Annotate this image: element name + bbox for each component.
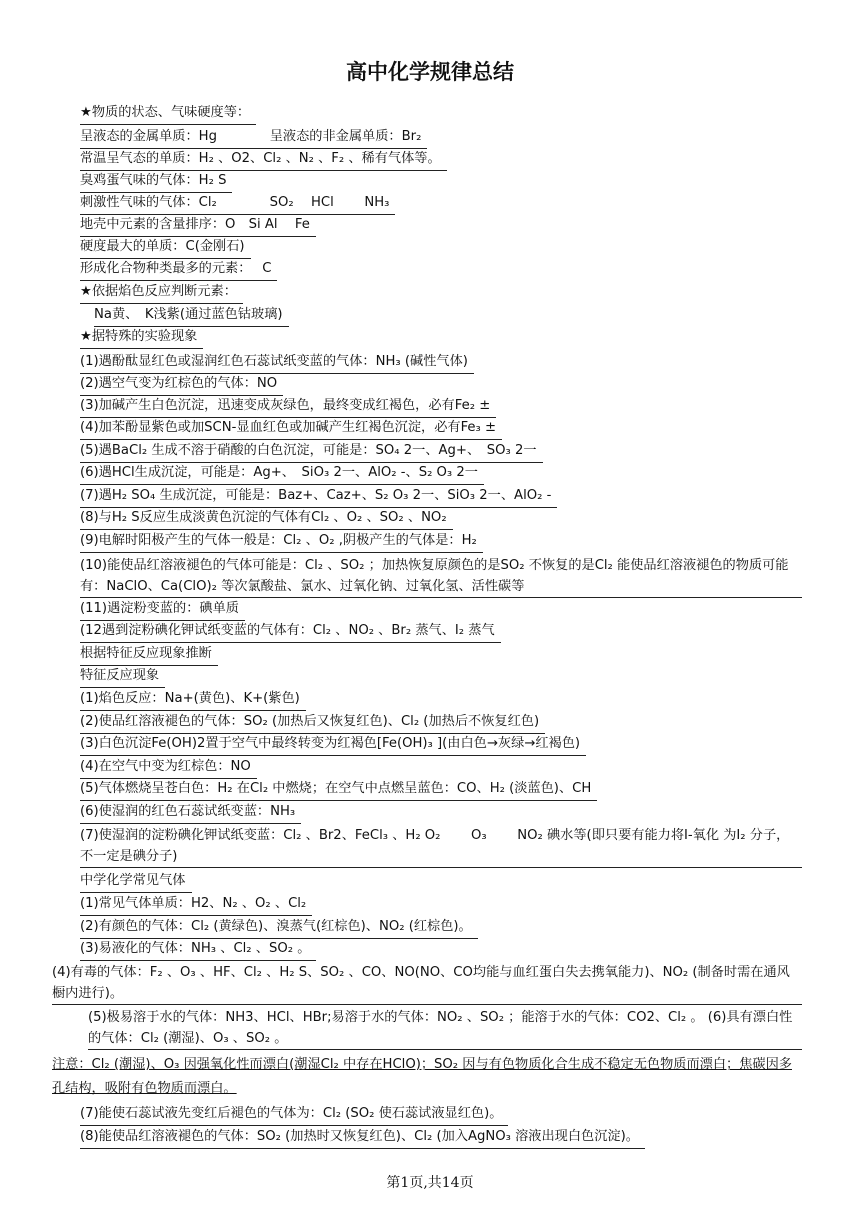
- text-line: 地壳中元素的含量排序：O Si Al Fe: [80, 214, 316, 237]
- section-heading-experiment: ★据特殊的实验现象: [80, 326, 203, 349]
- text-line: (8)与H₂ S反应生成淡黄色沉淀的气体有Cl₂ 、O₂ 、SO₂ 、NO₂: [80, 507, 453, 530]
- text-paragraph: (4)有毒的气体：F₂ 、O₃ 、HF、Cl₂ 、H₂ S、SO₂ 、CO、NO(NO、CO均能与血红蛋白失去携氧能力)、NO₂ (制备时需在通风橱内进行)。: [52, 962, 802, 1005]
- text-line: 硬度最大的单质：C(金刚石): [80, 236, 251, 259]
- text-paragraph: (7)使湿润的淀粉碘化钾试纸变蓝：Cl₂ 、Br2、FeCl₃ 、H₂ O₂ O₃ NO₂ 碘水等(即只要有能力将I-氧化 为I₂ 分子，不一定是碘分子): [80, 825, 802, 868]
- section-heading-state: ★物质的状态、气味硬度等：: [80, 102, 256, 125]
- text-line: (1)遇酚酞显红色或湿润红色石蕊试纸变蓝的气体：NH₃ (碱性气体): [80, 351, 474, 374]
- text-line: (5)遇BaCl₂ 生成不溶于硝酸的白色沉淀，可能是：SO₄ 2一、Ag+、 SO₃ 2一: [80, 440, 543, 463]
- text-line: (4)加苯酚显紫色或加SCN-显血红色或加碱产生红褐色沉淀，必有Fe₃ ±: [80, 417, 502, 440]
- text-line: (3)加碱产生白色沉淀，迅速变成灰绿色，最终变成红褐色，必有Fe₂ ±: [80, 395, 496, 418]
- text-line: (6)遇HCl生成沉淀，可能是：Ag+、 SiO₃ 2一、AlO₂ -、S₂ O₃ 2一: [80, 462, 484, 485]
- text-line: (2)使品红溶液褪色的气体：SO₂ (加热后又恢复红色)、Cl₂ (加热后不恢复红色): [80, 711, 545, 734]
- text-line: (3)易液化的气体：NH₃ 、Cl₂ 、SO₂ 。: [80, 938, 316, 961]
- text-line: 常温呈气态的单质：H₂ 、O2、Cl₂ 、N₂ 、F₂ 、稀有气体等。: [80, 148, 447, 171]
- section-heading-feature: 特征反应现象: [80, 665, 165, 688]
- text-line: 臭鸡蛋气味的气体：H₂ S: [80, 170, 232, 193]
- text-line: (12遇到淀粉碘化钾试纸变蓝的气体有：Cl₂ 、NO₂ 、Br₂ 蒸气、I₂ 蒸气: [80, 620, 501, 643]
- text-line: (1)焰色反应：Na+(黄色)、K+(紫色): [80, 688, 306, 711]
- text-line: (4)在空气中变为红棕色：NO: [80, 756, 257, 779]
- text-line: Na黄、 K浅紫(通过蓝色钴玻璃): [94, 304, 289, 327]
- text-line: (9)电解时阳极产生的气体一般是：Cl₂ 、O₂ ,阴极产生的气体是：H₂: [80, 530, 483, 553]
- text-line: (6)使湿润的红色石蕊试纸变蓝：NH₃: [80, 801, 301, 824]
- section-heading-gases: 中学化学常见气体: [80, 870, 192, 893]
- text-line: 刺激性气味的气体：Cl₂ SO₂ HCl NH₃: [80, 192, 395, 215]
- text-line: (7)遇H₂ SO₄ 生成沉淀，可能是：Baz+、Caz+、S₂ O₃ 2一、SiO₃ 2一、AlO₂ -: [80, 485, 557, 508]
- text-line: (5)气体燃烧呈苍白色：H₂ 在Cl₂ 中燃烧；在空气中点燃呈蓝色：CO、H₂ (淡蓝色)、CH: [80, 778, 597, 801]
- text-line: (7)能使石蕊试液先变红后褪色的气体为：Cl₂ (SO₂ 使石蕊试液显红色)。: [80, 1103, 508, 1126]
- text-line: 呈液态的金属单质：Hg 呈液态的非金属单质：Br₂: [80, 126, 427, 149]
- page-footer: 第1页,共14页: [386, 1175, 474, 1191]
- text-line: (8)能使品红溶液褪色的气体：SO₂ (加热时又恢复红色)、Cl₂ (加入AgNO₃ 溶液出现白色沉淀)。: [80, 1126, 645, 1149]
- document-title: 高中化学规律总结: [346, 59, 514, 84]
- section-heading-reaction: 根据特征反应现象推断: [80, 643, 218, 666]
- text-line: (1)常见气体单质：H2、N₂ 、O₂ 、Cl₂: [80, 893, 312, 916]
- text-paragraph: (10)能使品红溶液褪色的气体可能是：Cl₂ 、SO₂ ；加热恢复原颜色的是SO₂ 不恢复的是Cl₂ 能使品红溶液褪色的物质可能有：NaClO、Ca(ClO)₂ 等次氯酸盐、氯水、过氧化钠、过氧化氢、活性碳等: [80, 555, 802, 598]
- text-line: (2)有颜色的气体：Cl₂ (黄绿色)、溴蒸气(红棕色)、NO₂ (红棕色)。: [80, 916, 478, 939]
- section-heading-flame: ★依据焰色反应判断元素：: [80, 281, 243, 304]
- text-line: (3)白色沉淀Fe(OH)2置于空气中最终转变为红褐色[Fe(OH)₃ ](由白色→灰绿→红褐色): [80, 733, 586, 756]
- text-line: (2)遇空气变为红棕色的气体：NO: [80, 373, 283, 396]
- text-note: 注意：Cl₂ (潮湿)、O₃ 因强氧化性而漂白(潮湿Cl₂ 中存在HClO)；SO₂ 因与有色物质化合生成不稳定无色物质而漂白；焦碳因多孔结构，吸附有色物质而漂白。: [52, 1057, 792, 1096]
- text-line: (11)遇淀粉变蓝的：碘单质: [80, 598, 245, 621]
- text-paragraph: (5)极易溶于水的气体：NH3、HCl、HBr;易溶于水的气体：NO₂ 、SO₂ ；能溶于水的气体：CO2、Cl₂ 。 (6)具有漂白性的气体：Cl₂ (潮湿)、O₃ 、SO₂ 。: [88, 1007, 802, 1050]
- text-line: 形成化合物种类最多的元素： C: [80, 258, 277, 281]
